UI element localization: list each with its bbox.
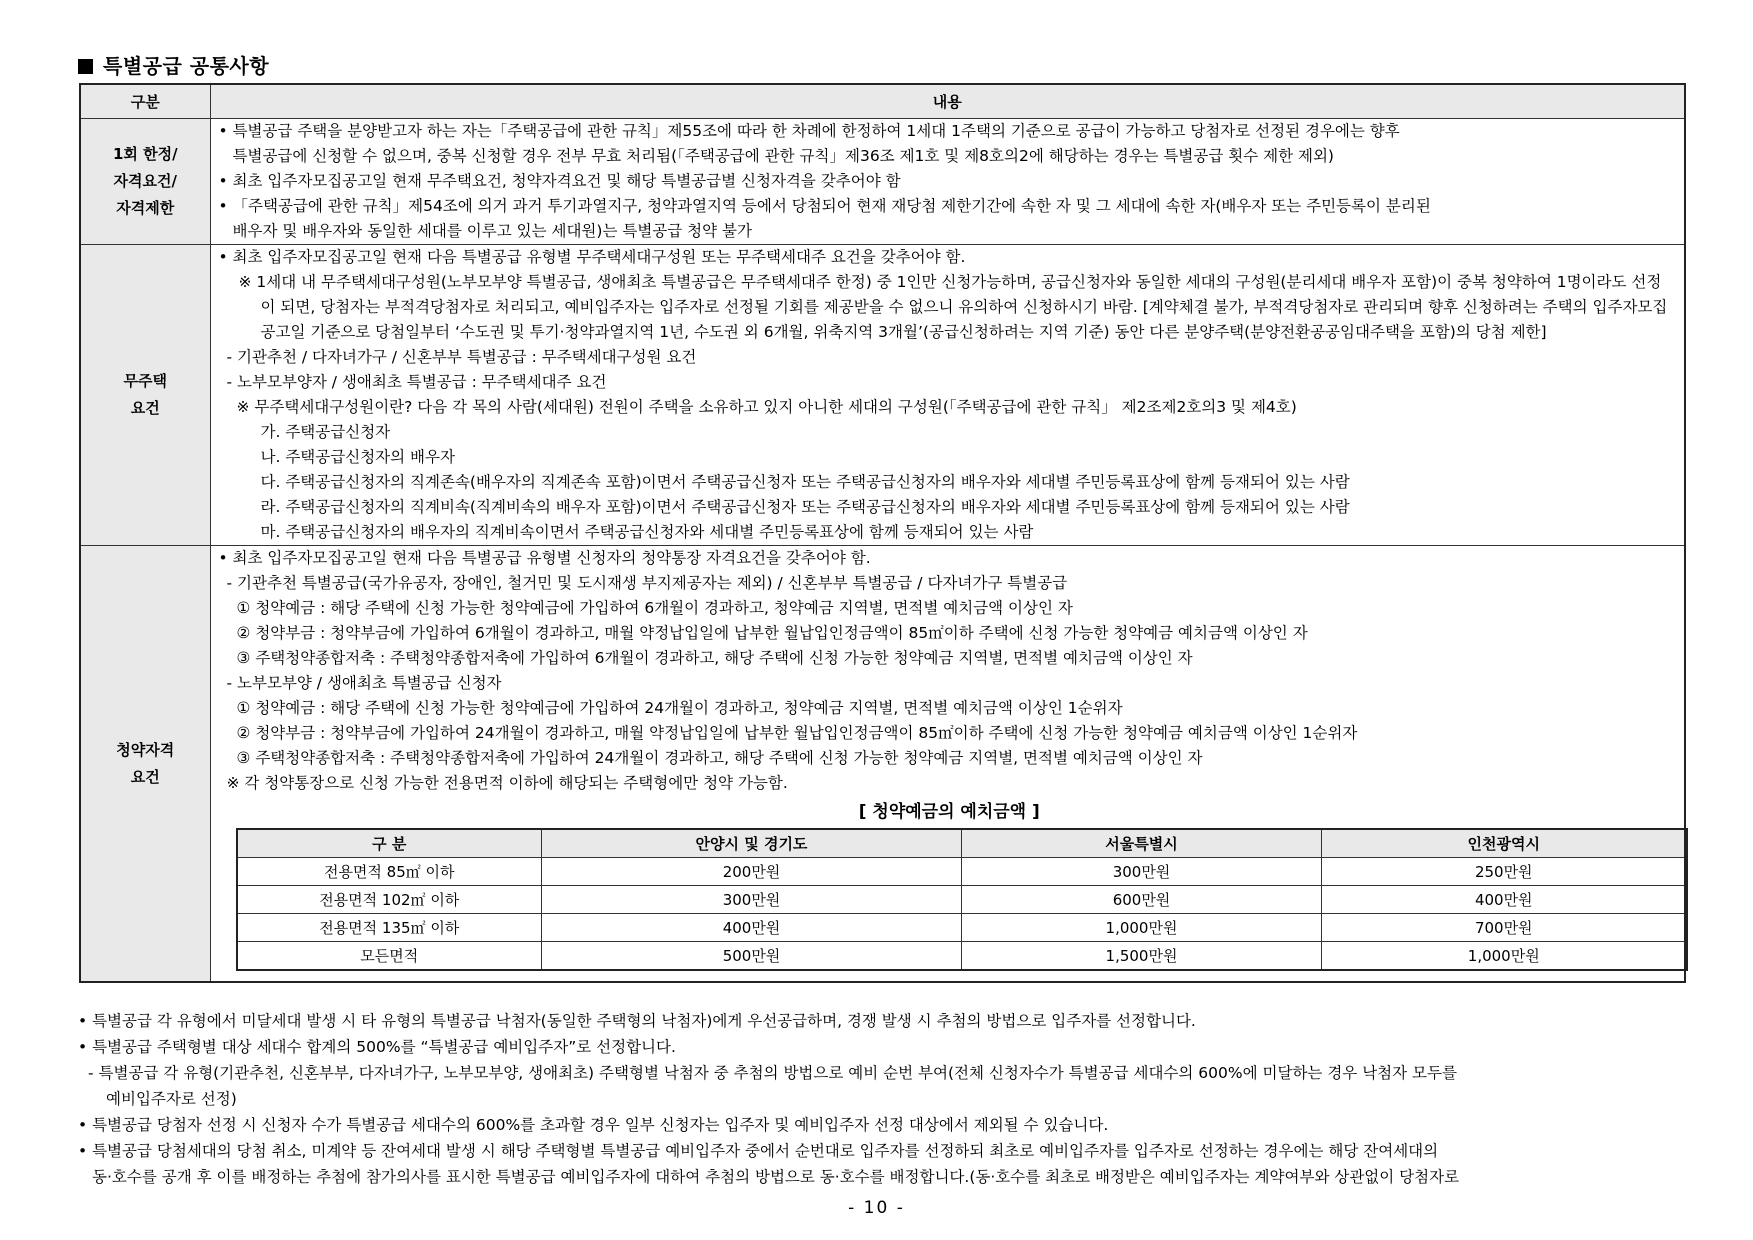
row-content-subscription: • 최초 입주자모집공고일 현재 다음 특별공급 유형별 신청자의 청약통장 자격요건을 갖추어야 함. - 기관추천 특별공급(국가유공자, 장애인, 철거민 및 도시재생 부지제공자는 제외) / 신혼부부 특별공급 / 다자녀가구 특별공급 ① 청약예금 : 해당 주택에 신청 가능한 청약예금에 가입하여 6개월이 경과하고, 청약예금 지역별, 면적별 예치금액 이상인 자 ② 청약부금 : 청약부금에 가입하여 6개월이 경과하고, 매월 약정납입일에 납부한 월납입인정금액이 85㎡이하 주택에 신청 가능한 청약예금 예치금액 이상인 자 ③ 주택청약종합저축 : 주택청약종합저축에 가입하여 6개월이 경과하고, 해당 주택에 신청 가능한 청약예금 지역별, 면적별 예치금액 이상인 자 - 노부모부양 / 생애최초 특별공급 신청자 ① 청약예금 : 해당 주택에 신청 가능한 청약예금에 가입하여 24개월이 경과하고, 청약예금 지역별, 면적별 예치금액 이상인 1순위자 ② 청약부금 : 청약부금에 가입하여 24개월이 경과하고, 매월 약정납입일에 납부한 월납입인정금액이 85㎡이하 주택에 신청 가능한 청약예금 예치금액 이상인 1순위자 ③ 주택청약종합저축 : 주택청약종합저축에 가입하여 24개월이 경과하고, 해당 주택에 신청 가능한 청약예금 지역별, 면적별 예치금액 이상인 자 ※ 각 청약통장으로 신청 가능한 전용면적 이하에 해당되는 주택형에만 청약 가능함. [ 청약예금의 예치금액 ] 구 분 안양시 및 경기도 서울특별시 인천광역시 전용면적 85㎡ 이하 200만원 300만원 250만원 전용면적 102㎡ 이하 300만원 600만원 400만원 전용면적 135㎡ 이하 400만원 1,000만원 700만원 모든면적 500만원 1,500만원 1,000만원	[210, 546, 1685, 983]
note-line: 동·호수를 공개 후 이를 배정하는 추첨에 참가의사를 표시한 특별공급 예비입주자에 대하여 추첨의 방법으로 동·호수를 배정합니다.(동·호수를 최초로 배정받은 예비입주자는 계약여부와 상관없이 당첨자로	[92, 1168, 1460, 1186]
table-row	[80, 245, 1685, 546]
bullet-icon: •	[218, 197, 228, 215]
deposit-table	[236, 828, 1688, 971]
row-category-subscription: 청약자격 요건	[80, 546, 210, 983]
deposit-row: 전용면적 135㎡ 이하 400만원 1,000만원 700만원	[237, 914, 1687, 942]
bullet-icon: •	[218, 172, 228, 190]
page-number: - 10 -	[848, 1198, 905, 1218]
deposit-row: 전용면적 85㎡ 이하 200만원 300만원 250만원	[237, 858, 1687, 886]
header-content: 내용	[210, 84, 1685, 119]
note-line: • 특별공급 당첨자 선정 시 신청자 수가 특별공급 세대수의 600%를 초과할 경우 일부 신청자는 입주자 및 예비입주자 선정 대상에서 제외될 수 있습니다.	[78, 1116, 1109, 1134]
table-row	[80, 546, 1685, 983]
section-title: 특별공급 공통사항	[78, 50, 269, 79]
note-line: - 특별공급 각 유형(기관추천, 신혼부부, 다자녀가구, 노부모부양, 생애최초) 주택형별 낙첨자 중 추첨의 방법으로 예비 순번 부여(전체 신청자수가 특별공급 세대수의 600%에 미달하는 경우 낙첨자 모두를	[88, 1064, 1457, 1082]
note-line: • 특별공급 당첨세대의 당첨 취소, 미계약 등 잔여세대 발생 시 해당 주택형별 특별공급 예비입주자 중에서 순번대로 입주자를 선정하되 최초로 예비입주자를 입주자로 선정하는 경우에는 해당 잔여세대의	[78, 1142, 1439, 1160]
table-row	[80, 119, 1685, 245]
footnotes	[78, 1008, 1688, 1190]
deposit-header-row: 구 분 안양시 및 경기도 서울특별시 인천광역시	[237, 829, 1687, 858]
row-content-limit: • 특별공급 주택을 분양받고자 하는 자는「주택공급에 관한 규칙」제55조에 따라 한 차례에 한정하여 1세대 1주택의 기준으로 공급이 가능하고 당첨자로 선정된 경우에는 향후 특별공급에 신청할 수 없으며, 중복 신청할 경우 전부 무효 처리됨(「주택공급에 관한 규칙」제36조 제1호 및 제8호의2에 해당하는 경우는 특별공급 횟수 제한 제외) • 최초 입주자모집공고일 현재 무주택요건, 청약자격요건 및 해당 특별공급별 신청자격을 갖추어야 함 • 「주택공급에 관한 규칙」제54조에 의거 과거 투기과열지구, 청약과열지역 등에서 당첨되어 현재 재당첨 제한기간에 속한 자 및 그 세대에 속한 자(배우자 또는 주민등록이 분리된 배우자 및 배우자와 동일한 세대를 이루고 있는 세대원)는 특별공급 청약 불가	[210, 119, 1685, 245]
bullet-icon: •	[218, 549, 228, 567]
row-content-homeless: • 최초 입주자모집공고일 현재 다음 특별공급 유형별 무주택세대구성원 또는 무주택세대주 요건을 갖추어야 함. ※ 1세대 내 무주택세대구성원(노부모부양 특별공급, 생애최초 특별공급은 무주택세대주 한정) 중 1인만 신청가능하며, 공급신청자와 동일한 세대의 구성원(분리세대 배우자 포함)이 중복 청약하여 1명이라도 선정이 되면, 당첨자는 부적격당첨자로 처리되고, 예비입주자는 입주자로 선정될 기회를 제공받을 수 없으니 유의하여 신청하시기 바람. [계약체결 불가, 부적격당첨자로 관리되며 향후 신청하려는 주택의 입주자모집공고일 기준으로 당첨일부터 ‘수도권 및 투기·청약과열지역 1년, 수도권 외 6개월, 위축지역 3개월’(공급신청하려는 지역 기준) 동안 다른 분양주택(분양전환공공임대주택을 포함)의 당첨 제한] - 기관추천 / 다자녀가구 / 신혼부부 특별공급 : 무주택세대구성원 요건 - 노부모부양자 / 생애최초 특별공급 : 무주택세대주 요건 ※ 무주택세대구성원이란? 다음 각 목의 사람(세대원) 전원이 주택을 소유하고 있지 아니한 세대의 구성원(「주택공급에 관한 규칙」 제2조제2호의3 및 제4호) 가. 주택공급신청자 나. 주택공급신청자의 배우자 다. 주택공급신청자의 직계존속(배우자의 직계존속 포함)이면서 주택공급신청자 또는 주택공급신청자의 배우자와 세대별 주민등록표상에 함께 등재되어 있는 사람 라. 주택공급신청자의 직계비속(직계비속의 배우자 포함)이면서 주택공급신청자 또는 주택공급신청자의 배우자와 세대별 주민등록표상에 함께 등재되어 있는 사람 마. 주택공급신청자의 배우자의 직계비속이면서 주택공급신청자와 세대별 주민등록표상에 함께 등재되어 있는 사람	[210, 245, 1685, 546]
deposit-row: 전용면적 102㎡ 이하 300만원 600만원 400만원	[237, 886, 1687, 914]
header-category: 구분	[80, 84, 210, 119]
bullet-icon: •	[218, 248, 228, 266]
square-bullet-icon	[78, 59, 93, 74]
note-line: • 특별공급 각 유형에서 미달세대 발생 시 타 유형의 특별공급 낙첨자(동일한 주택형의 낙첨자)에게 우선공급하며, 경쟁 발생 시 추첨의 방법으로 입주자를 선정합니다.	[78, 1012, 1196, 1030]
table-header-row	[80, 84, 1685, 119]
note-line: • 특별공급 주택형별 대상 세대수 합계의 500%를 “특별공급 예비입주자”로 선정합니다.	[78, 1038, 676, 1056]
bullet-icon: •	[218, 122, 228, 140]
common-requirements-table	[79, 83, 1686, 983]
row-category-limit: 1회 한정/ 자격요건/ 자격제한	[80, 119, 210, 245]
deposit-table-title: [ 청약예금의 예치금액 ]	[858, 802, 1040, 822]
row-category-homeless: 무주택 요건	[80, 245, 210, 546]
note-line: 예비입주자로 선정)	[106, 1090, 237, 1108]
deposit-row: 모든면적 500만원 1,500만원 1,000만원	[237, 942, 1687, 971]
